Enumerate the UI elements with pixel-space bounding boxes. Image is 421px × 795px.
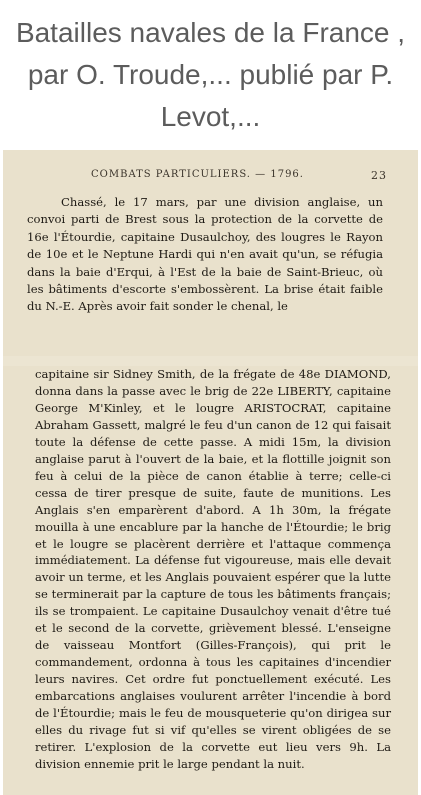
text-block-top	[27, 194, 383, 316]
document-title: Batailles navales de la France , par O. Troude,... publié par P. Levot,...	[15, 17, 406, 132]
page-number: 23	[371, 169, 387, 182]
page-header	[21, 169, 387, 185]
text-block-bottom	[35, 366, 391, 773]
paragraph-2: capitaine sir Sidney Smith, de la frégate de 48e DIAMOND, donna dans la passe avec le brig de 22e LIBERTY, capitaine George M'Kinley, et le lougre ARISTOCRAT, capitaine Abraham Gassett, malgré le feu d'un canon de 12 qui faisait toute la défense de cette passe. A midi 15m, la division anglaise parut à l'ouvert de la baie, et la flottille joignit son feu à celui de la pièce de canon établie à terre; celle-ci cessa de tirer presque de suite, faute de munitions. Les Anglais s'en emparèrent d'abord. A 1h 30m, la frégate mouilla à une encablure par la hanche de l'Étourdie; le brig et le lougre se placèrent derrière et l'attaque commença immédiatement. La défense fut vigoureuse, mais elle devait avoir un terme, et les Anglais pouvaient espérer que la lutte se terminerait par la capture de tous les bâtiments français; ils se trompaient. Le capitaine Dusaulchoy venait d'être tué et le second de la corvette, grièvement blessé. L'enseigne de vaisseau Montfort (Gilles-François), qui prit le commandement, ordonna à tous les capitaines d'incendier leurs navires. Cet ordre fut ponctuellement exécuté. Les embarcations anglaises voulurent arrêter l'incendie à bord de l'Étourdie; mais le feu de mousqueterie qu'on dirigea sur elles du rivage fut si vif qu'elles se virent obligées de se retirer. L'explosion de la corvette eut lieu vers 9h. La division ennemie prit le large pendant la nuit.	[35, 367, 391, 771]
scan-gap	[3, 356, 418, 366]
running-head: COMBATS PARTICULIERS. — 1796.	[91, 169, 304, 180]
paragraph-1: Chassé, le 17 mars, par une division anglaise, un convoi parti de Brest sous la protection de la corvette de 16e l'Étourdie, capitaine Dusaulchoy, des lougres le Rayon de 10e et le Neptune Hardi qui n'en avait qu'un, se réfugia dans la baie d'Erqui, à l'Est de la baie de Saint-Brieuc, où les bâtiments d'escorte s'embossèrent. La brise était faible du N.-E. Après avoir fait sonder le chenal, le	[27, 195, 383, 314]
scanned-page	[3, 150, 418, 795]
